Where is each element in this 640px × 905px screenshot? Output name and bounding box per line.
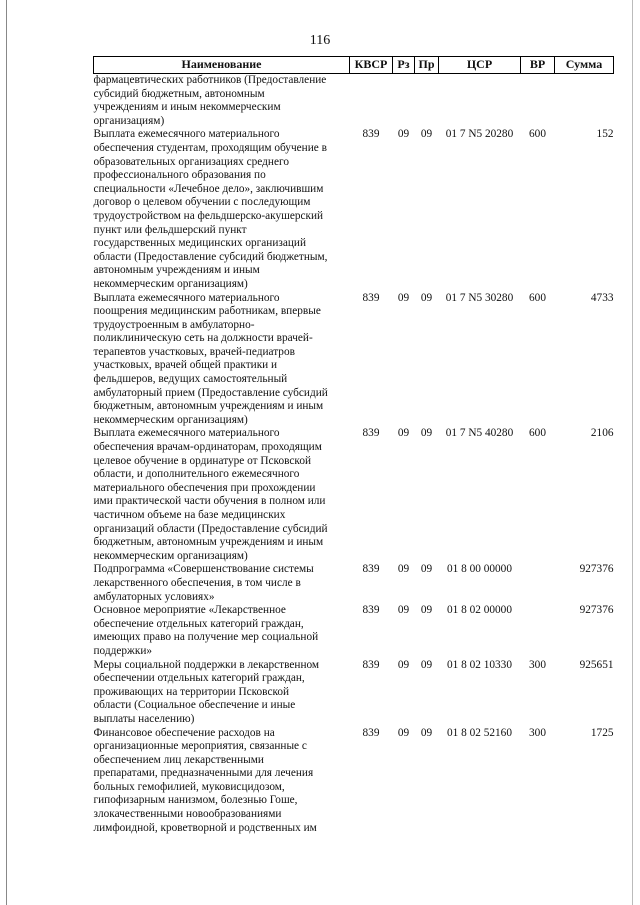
- row-name-line: поощрения медицинским работникам, впервые: [93, 305, 321, 318]
- row-vr: [521, 563, 555, 604]
- table-row: [94, 563, 614, 604]
- header-vr: ВР: [521, 57, 555, 74]
- row-kvsr: 839: [362, 726, 380, 739]
- row-name-line: некоммерческим организациям): [93, 277, 248, 290]
- row-rz: 09: [397, 658, 410, 671]
- row-name-line: образовательных организациях среднего: [93, 155, 289, 168]
- row-pr: 09: [420, 427, 433, 440]
- row-name-line: профессионального образования по: [93, 169, 266, 182]
- row-name-line: Подпрограмма «Совершенствование системы: [93, 563, 314, 576]
- row-kvsr: 839: [362, 427, 380, 440]
- table-row: [94, 292, 614, 428]
- table-row: [94, 659, 614, 727]
- row-vr: [521, 604, 555, 658]
- row-pr: 09: [420, 658, 433, 671]
- header-csr: ЦСР: [439, 57, 521, 74]
- row-vr: 600: [529, 427, 546, 440]
- row-name-line: препаратами, предназначенными для лечения: [93, 767, 314, 780]
- row-rz: 09: [397, 427, 410, 440]
- row-name-line: обеспечении отдельных категорий граждан,: [93, 672, 305, 685]
- row-name-line: организаций области (Предоставление субсидий: [93, 522, 328, 535]
- row-csr: 01 8 02 10330: [447, 658, 512, 671]
- row-kvsr: 839: [362, 563, 380, 576]
- row-name-line: специальности «Лечебное дело», заключившим: [93, 182, 324, 195]
- row-name-line: материального обеспечения при прохождении: [93, 481, 316, 494]
- row-rz: [393, 74, 415, 129]
- row-name-line: бюджетным, автономным учреждениям и иным: [93, 400, 324, 413]
- row-name-line: некоммерческим организациям): [93, 413, 248, 426]
- row-name-line: области, и дополнительного ежемесячного: [93, 468, 300, 481]
- row-name-line: имеющих право на получение мер социальной: [93, 631, 319, 644]
- row-sum: 4733: [590, 291, 614, 304]
- row-name-line: договор о целевом обучении с последующим: [93, 196, 311, 209]
- row-sum: 2106: [590, 427, 614, 440]
- header-rz: Рз: [393, 57, 415, 74]
- row-rz: 09: [397, 291, 410, 304]
- row-name-line: области (Социальное обеспечение и иные: [93, 699, 296, 712]
- row-vr: [521, 74, 555, 129]
- row-csr: 01 7 N5 30280: [445, 291, 514, 304]
- row-name-line: выплаты населению): [93, 712, 195, 725]
- row-sum: 152: [596, 128, 614, 141]
- row-kvsr: 839: [362, 604, 380, 617]
- row-name-line: Финансовое обеспечение расходов на: [93, 726, 275, 739]
- header-kvsr: КВСР: [350, 57, 393, 74]
- table-row: [94, 604, 614, 658]
- row-vr: 300: [529, 726, 546, 739]
- page-number: 116: [309, 33, 331, 48]
- row-name-line: некоммерческим организациям): [93, 549, 248, 562]
- row-name: [94, 604, 350, 658]
- row-sum: 925651: [579, 658, 614, 671]
- row-name-line: фармацевтических работников (Предоставление: [93, 74, 327, 86]
- row-name-line: Меры социальной поддержки в лекарственном: [93, 658, 320, 671]
- row-name-line: лимфоидной, кроветворной и родственных им: [93, 821, 317, 834]
- row-name-line: участковых, врачей общей практики и: [93, 359, 278, 372]
- row-name: [94, 74, 350, 129]
- row-name-line: учреждениям и иным некоммерческим: [93, 101, 281, 114]
- header-name: Наименование: [94, 57, 350, 74]
- row-vr: 600: [529, 291, 546, 304]
- row-name-line: злокачественными новообразованиями: [93, 808, 282, 821]
- row-name-line: организационные мероприятия, связанные с: [93, 740, 307, 753]
- row-name-line: Основное мероприятие «Лекарственное: [93, 604, 286, 617]
- row-name-line: пункт или фельдшерский пункт: [93, 223, 247, 236]
- row-name-line: субсидий бюджетным, автономным: [93, 87, 265, 100]
- row-csr: 01 8 00 00000: [447, 563, 512, 576]
- row-name-line: бюджетным, автономным учреждениям и иным: [93, 536, 324, 549]
- row-sum: 927376: [579, 563, 614, 576]
- row-pr: 09: [420, 128, 433, 141]
- row-kvsr: 839: [362, 658, 380, 671]
- row-name: [94, 659, 350, 727]
- row-name-line: Выплата ежемесячного материального: [93, 128, 280, 141]
- row-name-line: трудоустроенным в амбулаторно-: [93, 318, 255, 331]
- row-name-line: амбулаторных условиях»: [93, 590, 215, 603]
- row-name-line: автономным учреждениям и иным: [93, 264, 260, 277]
- scan-edge-right: [632, 0, 633, 905]
- row-pr: 09: [420, 563, 433, 576]
- table-row: [94, 727, 614, 836]
- row-name-line: обеспечение отдельных категорий граждан,: [93, 617, 304, 630]
- row-vr: 600: [529, 128, 546, 141]
- row-kvsr: [350, 74, 393, 129]
- table-row: [94, 128, 614, 291]
- row-pr: 09: [420, 291, 433, 304]
- row-name-line: организациям): [93, 114, 165, 127]
- row-name-line: фельдшеров, ведущих самостоятельный: [93, 373, 288, 386]
- row-name-line: поддержки»: [93, 644, 153, 657]
- row-rz: 09: [397, 604, 410, 617]
- row-name-line: поликлиническую сеть на должности врачей-: [93, 332, 313, 345]
- row-kvsr: 839: [362, 291, 380, 304]
- row-sum: 1725: [590, 726, 614, 739]
- row-name: [94, 727, 350, 836]
- row-name: [94, 292, 350, 428]
- row-csr: 01 7 N5 20280: [445, 128, 514, 141]
- row-name-line: больных гемофилией, муковисцидозом,: [93, 780, 285, 793]
- row-name-line: лекарственного обеспечения, в том числе в: [93, 576, 301, 589]
- row-name-line: трудоустройством на фельдшерско-акушерский: [93, 209, 324, 222]
- row-name-line: обеспечением лиц лекарственными: [93, 753, 264, 766]
- row-name-line: области (Предоставление субсидий бюджетным,: [93, 250, 328, 263]
- row-name: [94, 563, 350, 604]
- row-name-line: проживающих на территории Псковской: [93, 685, 290, 698]
- row-name-line: гипофизарным нанизмом, болезнью Гоше,: [93, 794, 298, 807]
- header-pr: Пр: [415, 57, 439, 74]
- row-csr: 01 8 02 52160: [447, 726, 512, 739]
- table-row: [94, 74, 614, 129]
- table-body: [94, 74, 614, 836]
- row-pr: 09: [420, 726, 433, 739]
- row-name-line: целевое обучение в ординатуре от Псковской: [93, 454, 312, 467]
- row-csr: 01 8 02 00000: [447, 604, 512, 617]
- row-pr: [415, 74, 439, 129]
- row-name: [94, 128, 350, 291]
- row-csr: [439, 74, 521, 129]
- budget-table: [93, 56, 614, 835]
- row-kvsr: 839: [362, 128, 380, 141]
- row-rz: 09: [397, 128, 410, 141]
- row-name-line: частичном объеме на базе медицинских: [93, 509, 286, 521]
- table-header-row: [94, 57, 614, 74]
- row-csr: 01 7 N5 40280: [445, 427, 514, 440]
- row-name-line: государственных медицинских организаций: [93, 237, 306, 250]
- row-name-line: терапевтов участковых, врачей-педиатров: [93, 345, 295, 358]
- table-row: [94, 427, 614, 563]
- row-name-line: ими практической части обучения в полном или: [93, 495, 326, 508]
- row-name-line: Выплата ежемесячного материального: [93, 427, 280, 440]
- row-name-line: Выплата ежемесячного материального: [93, 291, 280, 304]
- row-name-line: амбулаторный прием (Предоставление субсидий: [93, 386, 328, 399]
- row-sum: [555, 74, 614, 129]
- row-pr: 09: [420, 604, 433, 617]
- row-name-line: обеспечения студентам, проходящим обучение в: [93, 141, 327, 154]
- row-vr: 300: [529, 658, 546, 671]
- row-name: [94, 427, 350, 563]
- row-rz: 09: [397, 563, 410, 576]
- header-sum: Сумма: [555, 57, 614, 74]
- scan-edge-left: [6, 0, 7, 905]
- row-name-line: обеспечения врачам-ординаторам, проходящим: [93, 441, 322, 454]
- row-rz: 09: [397, 726, 410, 739]
- row-sum: 927376: [579, 604, 614, 617]
